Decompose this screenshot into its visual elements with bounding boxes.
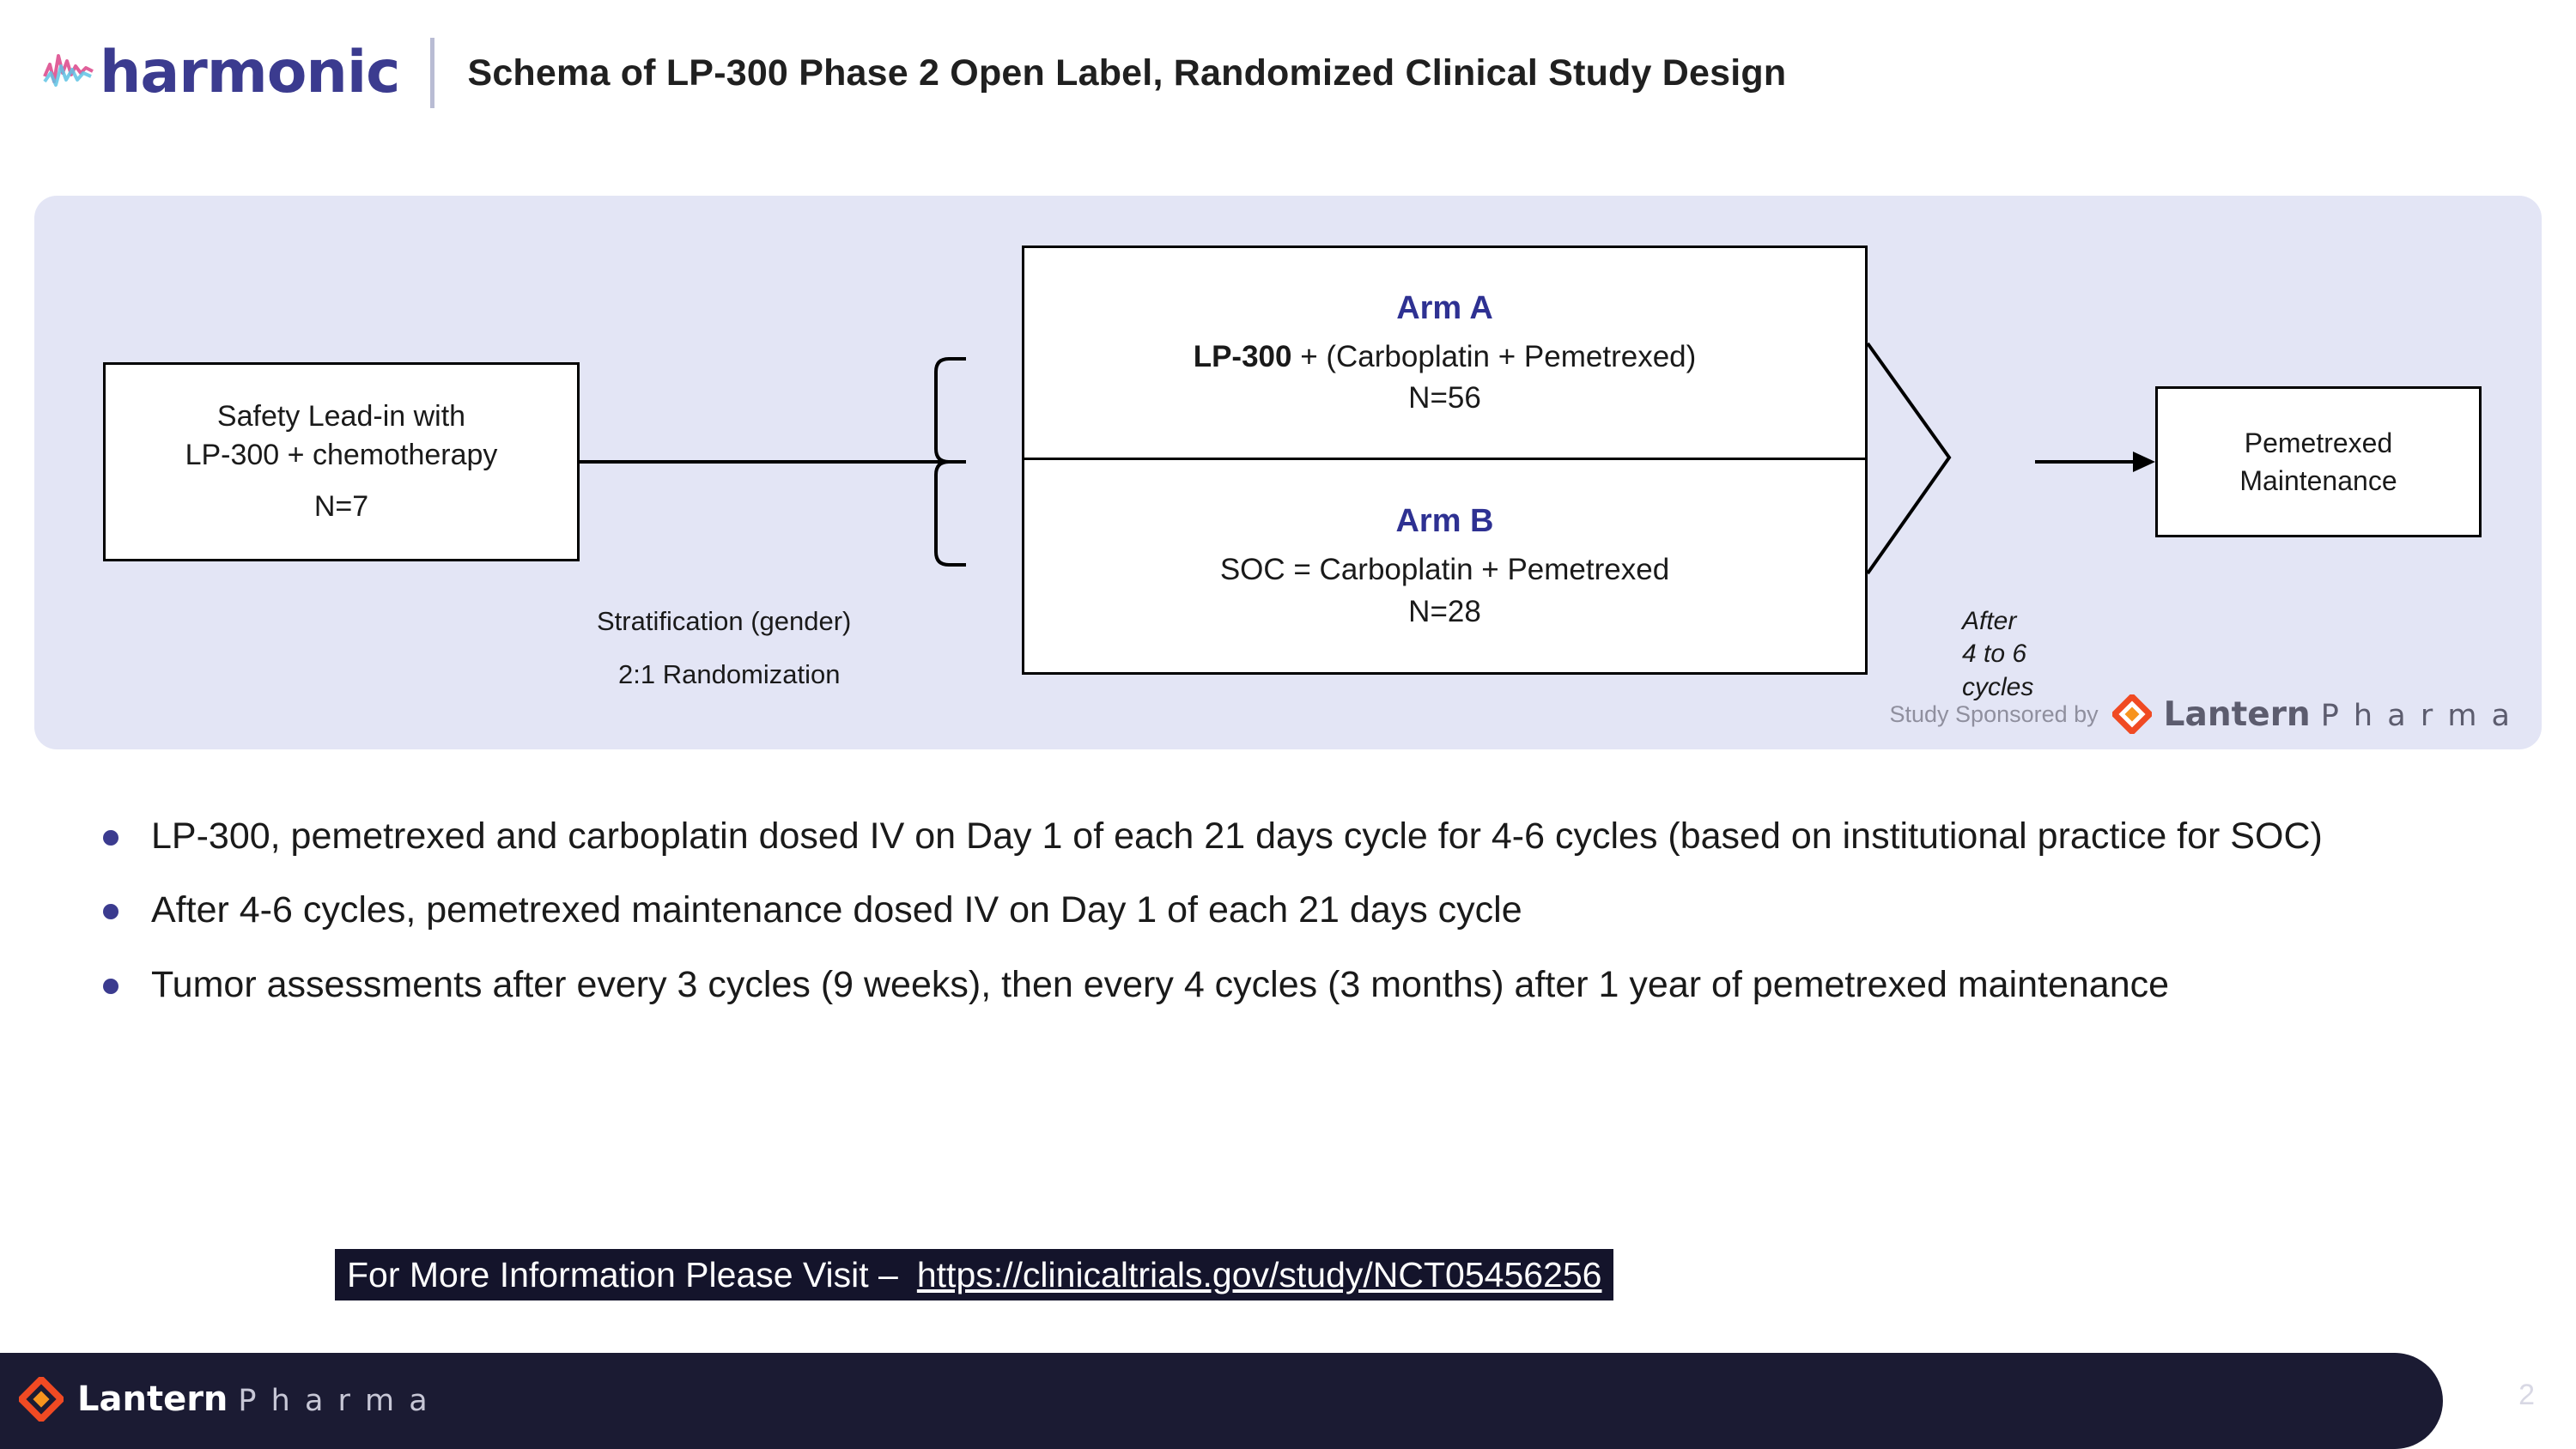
after-cycles-label — [1962, 605, 2033, 704]
brand-wordmark: harmonic — [100, 39, 400, 106]
maintenance-line-1: Pemetrexed — [2244, 427, 2393, 458]
page-title: Schema of LP-300 Phase 2 Open Label, Randomized Clinical Study Design — [467, 52, 1787, 94]
list-item — [103, 885, 2499, 935]
footer-lantern-name-sub: P h a r m a — [238, 1384, 430, 1418]
list-item — [103, 811, 2499, 861]
lantern-diamond-icon — [19, 1377, 64, 1422]
page-number: 2 — [2518, 1379, 2535, 1411]
bullet-text: LP-300, pemetrexed and carboplatin dosed IV on Day 1 of each 21 days cycle for 4-6 cycles (based on institutional practice for SOC) — [151, 815, 2323, 857]
slide-footer — [0, 1353, 2576, 1449]
arm-b-title: Arm B — [1395, 503, 1494, 540]
after-cycles-line-3: cycles — [1962, 672, 2034, 701]
bullet-dot-icon — [103, 979, 118, 994]
harmonic-logo — [34, 34, 399, 112]
list-item — [103, 960, 2499, 1009]
arm-a-n: N=56 — [1408, 381, 1481, 415]
safety-n: N=7 — [313, 490, 369, 524]
more-info-label: For More Information Please Visit – — [347, 1254, 898, 1294]
header-divider — [430, 38, 434, 108]
bullet-dot-icon — [103, 904, 118, 919]
safety-line-2: LP-300 + chemotherapy — [185, 438, 498, 471]
after-cycles-line-2: 4 to 6 — [1962, 640, 2027, 669]
lantern-name-main: Lantern — [2163, 694, 2311, 734]
waveform-icon — [43, 47, 96, 88]
arm-b-box — [1024, 460, 1865, 672]
bullet-text: After 4-6 cycles, pemetrexed maintenance dosed IV on Day 1 of each 21 days cycle — [151, 889, 1522, 931]
slide-header — [34, 26, 2542, 120]
footer-lantern-name-main: Lantern — [77, 1379, 228, 1419]
randomization-label: 2:1 Randomization — [618, 659, 841, 689]
arm-a-regimen-rest: + (Carboplatin + Pemetrexed) — [1291, 339, 1697, 373]
arm-b-regimen: SOC = Carboplatin + Pemetrexed — [1219, 553, 1670, 587]
lantern-wordmark — [2164, 695, 2512, 734]
more-info-banner — [335, 1249, 1613, 1300]
maintenance-line-2: Maintenance — [2239, 465, 2397, 496]
maintenance-box — [2155, 386, 2482, 537]
bullet-text: Tumor assessments after every 3 cycles (9 weeks), then every 4 cycles (3 months) after 1 year of pemetrexed maintenance — [151, 963, 2170, 1005]
arm-a-drug: LP-300 — [1193, 339, 1292, 373]
treatment-arms-container — [1022, 246, 1868, 675]
lantern-diamond-icon — [2112, 694, 2152, 734]
footer-lantern-logo — [19, 1377, 430, 1422]
arm-a-regimen — [1194, 337, 1697, 377]
footer-lantern-wordmark — [77, 1379, 430, 1419]
arm-b-n: N=28 — [1408, 594, 1481, 628]
arm-a-box — [1024, 248, 1865, 460]
bullet-dot-icon — [103, 830, 118, 846]
clinicaltrials-link[interactable]: https://clinicaltrials.gov/study/NCT05456256 — [916, 1254, 1602, 1294]
bullet-list — [103, 811, 2499, 1034]
after-cycles-line-1: After — [1962, 607, 2017, 635]
stratification-label: Stratification (gender) — [597, 606, 852, 636]
arm-a-title: Arm A — [1396, 289, 1493, 326]
sponsor-credit — [1890, 694, 2513, 734]
study-schema-panel — [34, 196, 2542, 749]
lantern-name-sub: P h a r m a — [2320, 698, 2512, 733]
safety-leadin-box — [103, 362, 580, 561]
safety-line-1: Safety Lead-in with — [216, 399, 466, 433]
sponsor-text: Study Sponsored by — [1889, 700, 2099, 727]
